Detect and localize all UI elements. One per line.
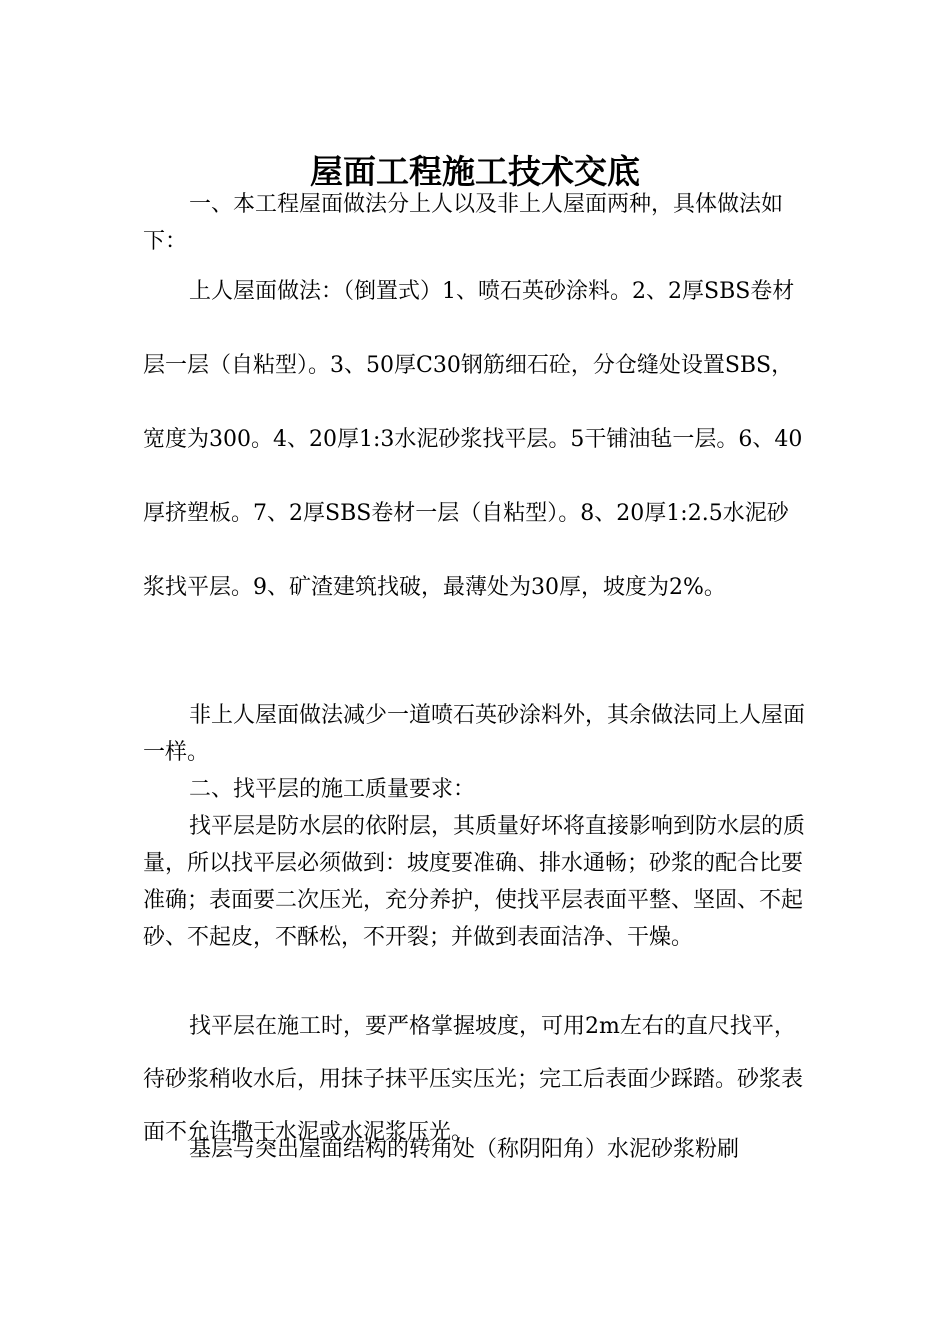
paragraph-non-accessible-roof: 非上人屋面做法减少一道喷石英砂涂料外，其余做法同上人屋面一样。 [143,703,806,765]
paragraph-leveling-construction: 找平层在施工时，要严格掌握坡度，可用2m左右的直尺找平，待砂浆稍收水后，用抹子抹平压实压光；完工后表面少踩踏。砂浆表面不允许撒干水泥或水泥浆压光。 [143,1014,804,1145]
paragraph-accessible-roof-method: 上人屋面做法：（倒置式）1、喷石英砂涂料。2、2厚SBS卷材层一层（自粘型）。3、50厚C30钢筋细石砼，分仓缝处设置SBS，宽度为300。4、20厚1:3水泥砂浆找平层。5干铺油毡一层。6、40厚挤塑板。7、2厚SBS卷材一层（自粘型）。8、20厚1:2.5水泥砂浆找平层。9、矿渣建筑找破，最薄处为30厚，坡度为2%。 [143,279,803,600]
document-title: 屋面工程施工技术交底 [310,152,640,192]
paragraph-roof-types: 一、本工程屋面做法分上人以及非上人屋面两种，具体做法如下： [143,192,784,254]
paragraph-section-two-heading: 二、找平层的施工质量要求： [189,777,476,802]
paragraph-leveling-layer-requirements: 找平层是防水层的依附层，其质量好坏将直接影响到防水层的质量，所以找平层必须做到：坡度要准确、排水通畅；砂浆的配合比要准确；表面要二次压光，充分养护，使找平层表面平整、坚固、不起砂、不起皮，不酥松，不开裂；并做到表面洁净、干燥。 [143,814,806,950]
paragraph-corner-treatment: 基层与突出屋面结构的转角处（称阴阳角）水泥砂浆粉刷 [189,1137,740,1162]
